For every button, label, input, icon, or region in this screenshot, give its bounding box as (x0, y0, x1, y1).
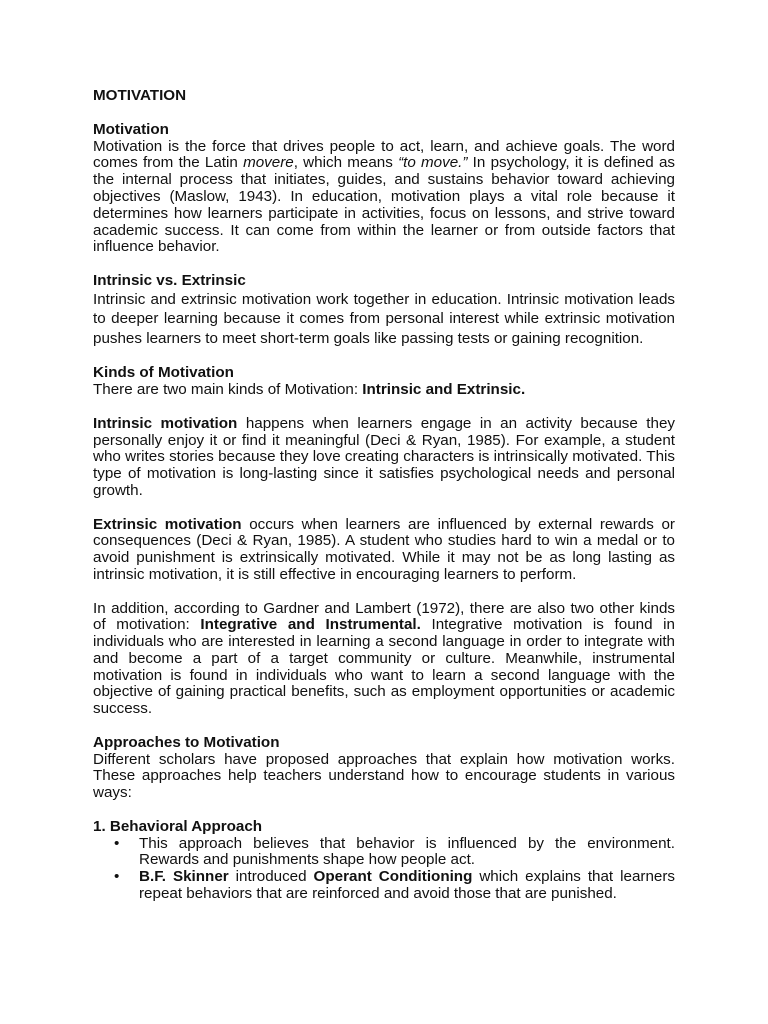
latin-term: movere (243, 154, 294, 172)
behavioral-bullet-list (93, 836, 675, 903)
bullet-icon: • (114, 834, 120, 852)
paragraph-kinds-intro: There are two main kinds of Motivation: Intrinsic and Extrinsic. (93, 381, 526, 399)
section-intrinsic-vs-extrinsic (93, 273, 675, 349)
term-operant-conditioning: Operant Conditioning (313, 868, 473, 886)
term-extrinsic-motivation: Extrinsic motivation (93, 515, 242, 533)
translation-quote: “to move.” (398, 154, 468, 172)
heading-motivation: Motivation (93, 120, 169, 138)
paragraph-intrinsic-vs-extrinsic: Intrinsic and extrinsic motivation work together in education. Intrinsic motivation leads to deeper learning because it comes from personal interest while extrinsic motivation pushes learners to meet short-term goals like passing tests or gaining recognition. (93, 290, 675, 347)
document-title: MOTIVATION (93, 87, 187, 104)
paragraph-extrinsic-motivation: Extrinsic motivation occurs when learners are influenced by external rewards or consequences (Deci & Ryan, 1985). A student who studies hard to win a medal or to avoid punishment is extrinsically motivated. While it may not be as long lasting as intrinsic motivation, it is still effective in encouraging learners to perform. (93, 515, 675, 583)
heading-kinds-of-motivation: Kinds of Motivation (93, 364, 234, 382)
paragraph-intrinsic-motivation: Intrinsic motivation happens when learners engage in an activity because they personally enjoy it or find it meaningful (Deci & Ryan, 1985). For example, a student who writes stories because they love creating characters is intrinsically motivated. This type of motivation is long-lasting since it satisfies psychological needs and personal growth. (93, 414, 675, 499)
section-behavioral-approach (93, 819, 675, 903)
section-kinds-of-motivation (93, 365, 675, 399)
section-approaches (93, 735, 675, 802)
bullet-icon: • (114, 868, 120, 886)
paragraph-motivation-definition: Motivation is the force that drives people to act, learn, and achieve goals. The word comes from the Latin movere, which means “to move.” In psychology, it is defined as the internal process that initiates, guides, and sustains behavior toward achieving objectives (Maslow, 1943). In education, motivation plays a vital role because it determines how learners participate in activities, focus on lessons, and strive toward academic success. It can come from within the learner or from outside factors that influence behavior. (93, 137, 675, 256)
list-item: • This approach believes that behavior is influenced by the environment. Rewards and punishments shape how people act. (114, 834, 675, 869)
name-skinner: B.F. Skinner (139, 868, 229, 886)
paragraph-integrative-instrumental: In addition, according to Gardner and Lambert (1972), there are also two other kinds of motivation: Integrative and Instrumental. Integrative motivation is found in individuals who are interested in learning a second language in order to integrate with and become a part of a target community or culture. Meanwhile, instrumental motivation is found in individuals who want to learn a second language with the objective of gaining practical benefits, such as employment opportunities or academic success. (93, 599, 676, 718)
heading-approaches: Approaches to Motivation (93, 733, 280, 751)
term-integrative-instrumental: Integrative and Instrumental. (200, 616, 421, 634)
heading-intrinsic-vs-extrinsic: Intrinsic vs. Extrinsic (93, 271, 246, 289)
term-intrinsic-motivation: Intrinsic motivation (93, 414, 238, 432)
section-motivation (93, 122, 675, 256)
heading-behavioral-approach: 1. Behavioral Approach (93, 817, 263, 835)
paragraph-approaches: Different scholars have proposed approaches that explain how motivation works. These approaches help teachers understand how to encourage students in various ways: (93, 750, 675, 802)
list-item: • B.F. Skinner introduced Operant Conditioning which explains that learners repeat behaviors that are reinforced and avoid those that are punished. (114, 868, 675, 903)
